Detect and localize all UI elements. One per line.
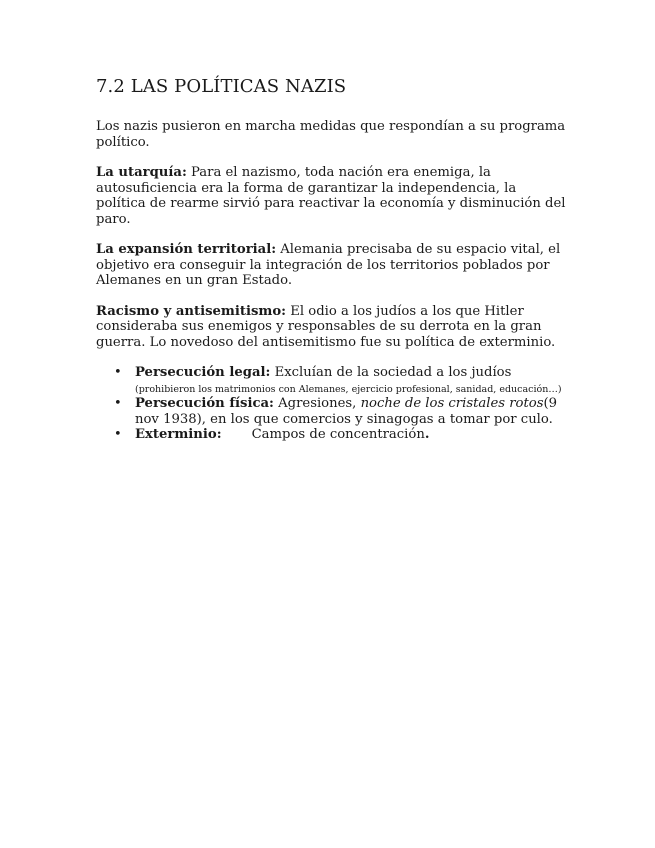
persecution-list <box>96 365 566 443</box>
physical-italic: noche de los cristales rotos <box>360 396 544 411</box>
intro-paragraph: Los nazis pusieron en marcha medidas que respondían a su programa político. <box>96 119 566 150</box>
document-content <box>96 76 566 443</box>
legal-heading: Persecución legal: <box>135 365 271 380</box>
expansion-text: Alemania precisaba de su espacio vital, el objetivo era conseguir la integración de los territorios poblados por Alemanes en un gran Estado. <box>96 242 561 288</box>
extermination-heading: Exterminio: <box>135 427 222 442</box>
racism-paragraph <box>96 304 566 351</box>
list-item-physical <box>114 396 566 427</box>
autarky-text: Para el nazismo, toda nación era enemiga, la autosuficiencia era la forma de garantizar la independencia, la política de rearme sirvió para reactivar la economía y disminución del paro. <box>96 165 566 227</box>
bullet-icon: • <box>114 396 122 411</box>
autarky-heading: La utarquía: <box>96 165 187 180</box>
bullet-icon: • <box>114 365 122 380</box>
physical-text-end: (9 nov 1938), en los que comercios y sinagogas a tomar por culo. <box>135 396 558 427</box>
racism-heading: Racismo y antisemitismo: <box>96 303 287 319</box>
expansion-paragraph <box>96 242 566 289</box>
section-title: 7.2 LAS POLÍTICAS NAZIS <box>96 76 347 97</box>
physical-text: Agresiones, <box>273 396 361 411</box>
list-item-legal <box>114 365 566 396</box>
autarky-paragraph <box>96 165 566 227</box>
extermination-text: Campos de concentración <box>251 427 425 442</box>
bullet-icon: • <box>114 427 122 442</box>
list-item-extermination <box>114 427 566 443</box>
physical-heading: Persecución física: <box>135 396 274 411</box>
legal-note: (prohibieron los matrimonios con Alemanes, ejercicio profesional, sanidad, educación…) <box>135 383 562 395</box>
legal-text: Excluían de la sociedad a los judíos <box>270 365 512 380</box>
extermination-period: . <box>424 427 430 442</box>
racism-text: El odio a los judíos a los que Hitler consideraba sus enemigos y responsables de su derrota en la gran guerra. Lo novedoso del antisemitismo fue su política de exterminio. <box>96 303 556 350</box>
expansion-heading: La expansión territorial: <box>96 242 277 257</box>
